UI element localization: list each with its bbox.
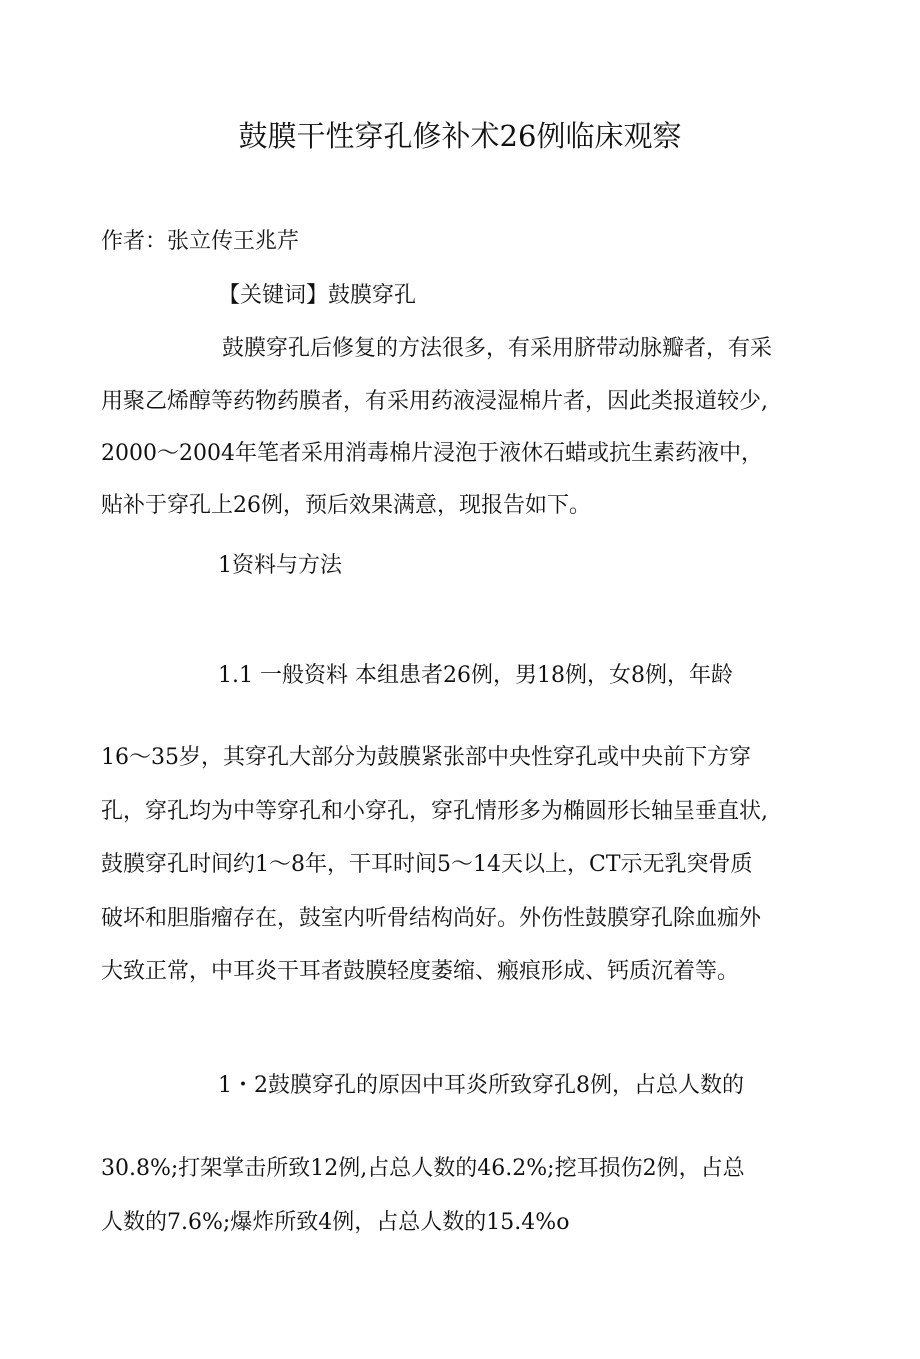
section-1-1-line: 1.1 一般资料 本组患者26例，男18例，女8例，年龄 (218, 663, 733, 688)
section-1-2-line: 1・2鼓膜穿孔的原因中耳炎所致穿孔8例，占总人数的 (218, 1073, 744, 1098)
intro-line: 贴补于穿孔上26例，预后效果满意，现报告如下。 (101, 493, 591, 518)
intro-line: 用聚乙烯醇等药物药膜者，有采用药液浸湿棉片者，因此类报道较少, (101, 389, 768, 414)
intro-line: 2000～2004年笔者采用消毒棉片浸泡于液休石蜡或抗生素药液中， (101, 441, 763, 466)
section-1-1-line: 16～35岁，其穿孔大部分为鼓膜紧张部中央性穿孔或中央前下方穿 (101, 745, 751, 770)
section-heading: 1资料与方法 (218, 553, 342, 578)
section-1-1-line: 孔，穿孔均为中等穿孔和小穿孔，穿孔情形多为椭圆形长轴呈垂直状, (101, 799, 768, 824)
author-line: 作者：张立传王兆芹 (101, 229, 300, 254)
section-1-2-line: 人数的7.6%;爆炸所致4例，占总人数的15.4%o (101, 1210, 570, 1235)
section-1-2-line: 30.8%;打架掌击所致12例,占总人数的46.2%;挖耳损伤2例，占总 (101, 1156, 745, 1181)
keywords-line: 【关键词】鼓膜穿孔 (218, 283, 417, 308)
intro-line: 鼓膜穿孔后修复的方法很多，有采用脐带动脉瓣者，有采 (222, 336, 773, 361)
section-1-1-line: 破坏和胆脂瘤存在，鼓室内听骨结构尚好。外伤性鼓膜穿孔除血痂外 (101, 906, 762, 931)
section-1-1-line: 大致正常，中耳炎干耳者鼓膜轻度萎缩、瘢痕形成、钙质沉着等。 (101, 959, 740, 984)
section-1-1-line: 鼓膜穿孔时间约1～8年，干耳时间5～14天以上，CT示无乳突骨质 (101, 852, 753, 877)
document-title: 鼓膜干性穿孔修补术26例临床观察 (238, 119, 682, 153)
